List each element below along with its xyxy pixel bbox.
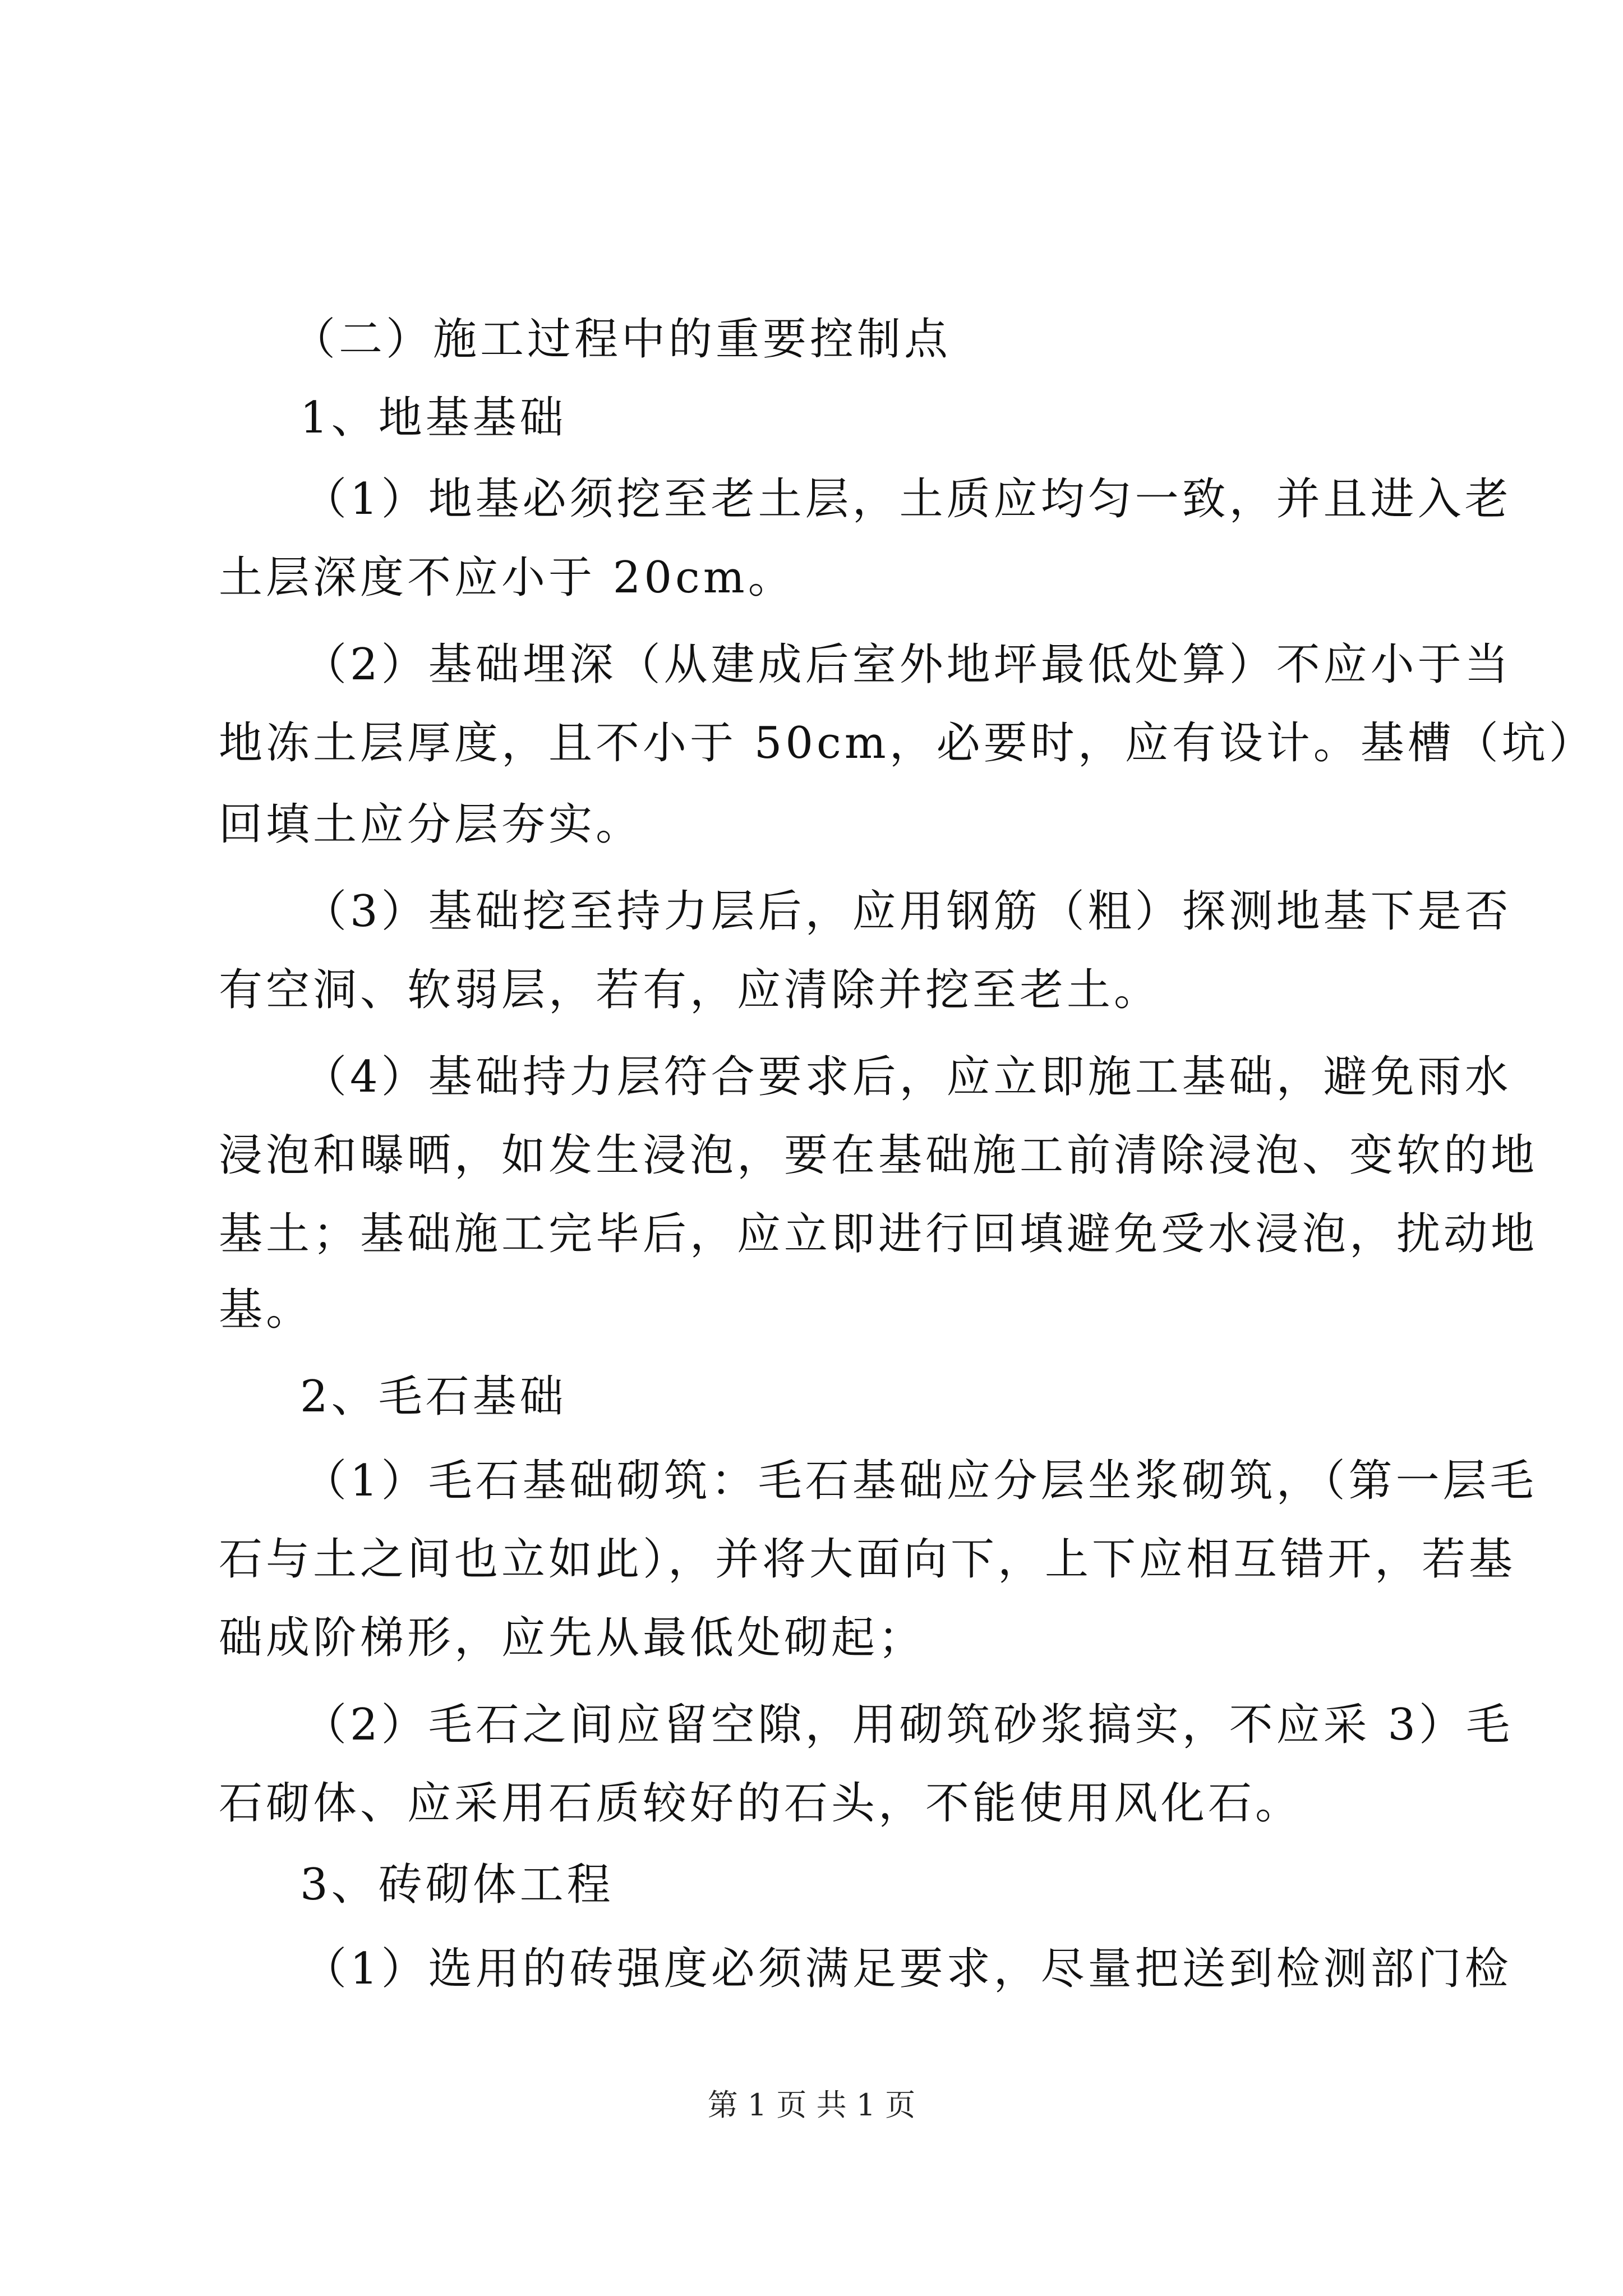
paragraph-line: 土层深度不应小于 20cm。 bbox=[219, 553, 795, 603]
paragraph-line: 基。 bbox=[219, 1285, 313, 1335]
paragraph-line: 石砌体、应采用石质较好的石头，不能使用风化石。 bbox=[219, 1778, 1303, 1829]
paragraph-line: 回填土应分层夯实。 bbox=[219, 799, 643, 850]
paragraph-line: （2）毛石之间应留空隙，用砌筑砂浆搞实，不应采 3）毛 bbox=[303, 1700, 1514, 1750]
paragraph-line: （1）毛石基础砌筑：毛石基础应分层坐浆砌筑，（第一层毛 bbox=[303, 1456, 1537, 1506]
paragraph-line: 础成阶梯形，应先从最低处砌起； bbox=[219, 1613, 926, 1663]
paragraph-line: （1）地基必须挖至老土层，土质应均匀一致，并且进入老 bbox=[303, 474, 1512, 524]
paragraph-line: （1）选用的砖强度必须满足要求，尽量把送到检测部门检 bbox=[303, 1944, 1512, 1994]
paragraph-line: 地冻土层厚度，且不小于 50cm，必要时，应有设计。基槽（坑） bbox=[219, 718, 1596, 769]
paragraph-line: 有空洞、软弱层，若有，应清除并挖至老土。 bbox=[219, 965, 1161, 1015]
page-footer: 第 1 页 共 1 页 bbox=[707, 2087, 916, 2123]
subsection-heading: 3、砖砌体工程 bbox=[300, 1860, 614, 1910]
subsection-heading: 1、地基基础 bbox=[300, 393, 567, 443]
paragraph-line: （2）基础埋深（从建成后室外地坪最低处算）不应小于当 bbox=[303, 639, 1512, 690]
section-heading: （二）施工过程中的重要控制点 bbox=[292, 314, 952, 365]
paragraph-line: 浸泡和曝晒，如发生浸泡，要在基础施工前清除浸泡、变软的地 bbox=[219, 1130, 1538, 1181]
subsection-heading: 2、毛石基础 bbox=[300, 1372, 567, 1422]
paragraph-line: （3）基础挖至持力层后，应用钢筋（粗）探测地基下是否 bbox=[303, 886, 1512, 937]
paragraph-line: （4）基础持力层符合要求后，应立即施工基础，避免雨水 bbox=[303, 1052, 1512, 1102]
paragraph-line: 基土；基础施工完毕后，应立即进行回填避免受水浸泡，扰动地 bbox=[219, 1209, 1538, 1259]
paragraph-line: 石与土之间也立如此），并将大面向下，上下应相互错开，若基 bbox=[219, 1534, 1516, 1585]
